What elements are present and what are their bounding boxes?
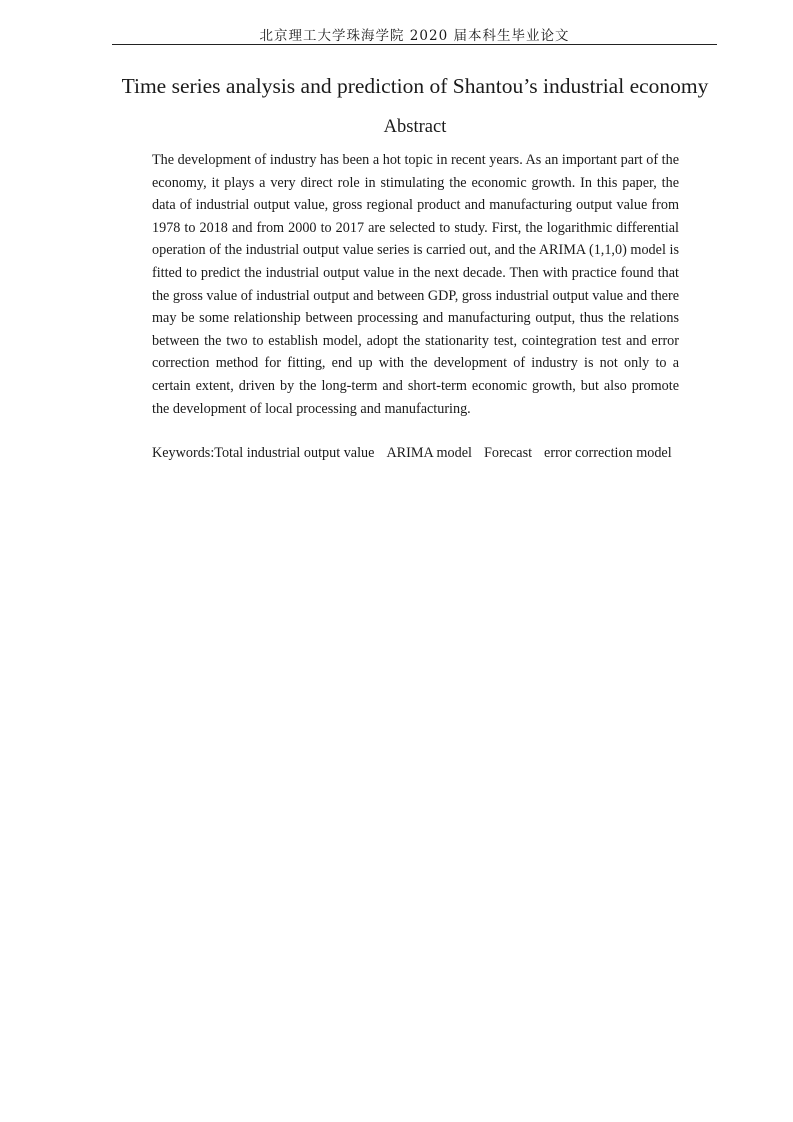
paper-title: Time series analysis and prediction of Shantou’s industrial economy	[121, 74, 709, 98]
abstract-heading: Abstract	[383, 117, 447, 137]
abstract-body: The development of industry has been a hot topic in recent years. As an important part of the economy, it plays a very direct role in stimulating the economic growth. In this paper, the data of industrial output value, gross regional product and manufacturing output value from 1978 to 2018 and from 2000 to 2017 are selected to study. First, the logarithmic differential operation of the industrial output value series is carried out, and the ARIMA (1,1,0) model is fitted to predict the industrial output value in the next decade. Then with practice found that the gross value of industrial output and between GDP, gross industrial output value and there may be some relationship between processing and manufacturing output, thus the relations between the two to establish model, adopt the stationarity test, cointegration test and error correction method for fitting, end up with the development of industry is not only to a certain extent, driven by the long-term and short-term economic growth, but also promote the development of local processing and manufacturing.	[152, 152, 679, 417]
keyword-item: error correction model	[544, 445, 672, 461]
keyword-item: Total industrial output value	[214, 445, 375, 461]
running-header: 北京理工大学珠海学院 2020 届本科生毕业论文	[259, 28, 570, 44]
keyword-item: Forecast	[483, 445, 533, 461]
header-rule	[112, 44, 717, 45]
keywords-label: Keywords:	[152, 445, 215, 461]
keywords	[152, 442, 679, 465]
keyword-item: ARIMA model	[386, 445, 472, 461]
